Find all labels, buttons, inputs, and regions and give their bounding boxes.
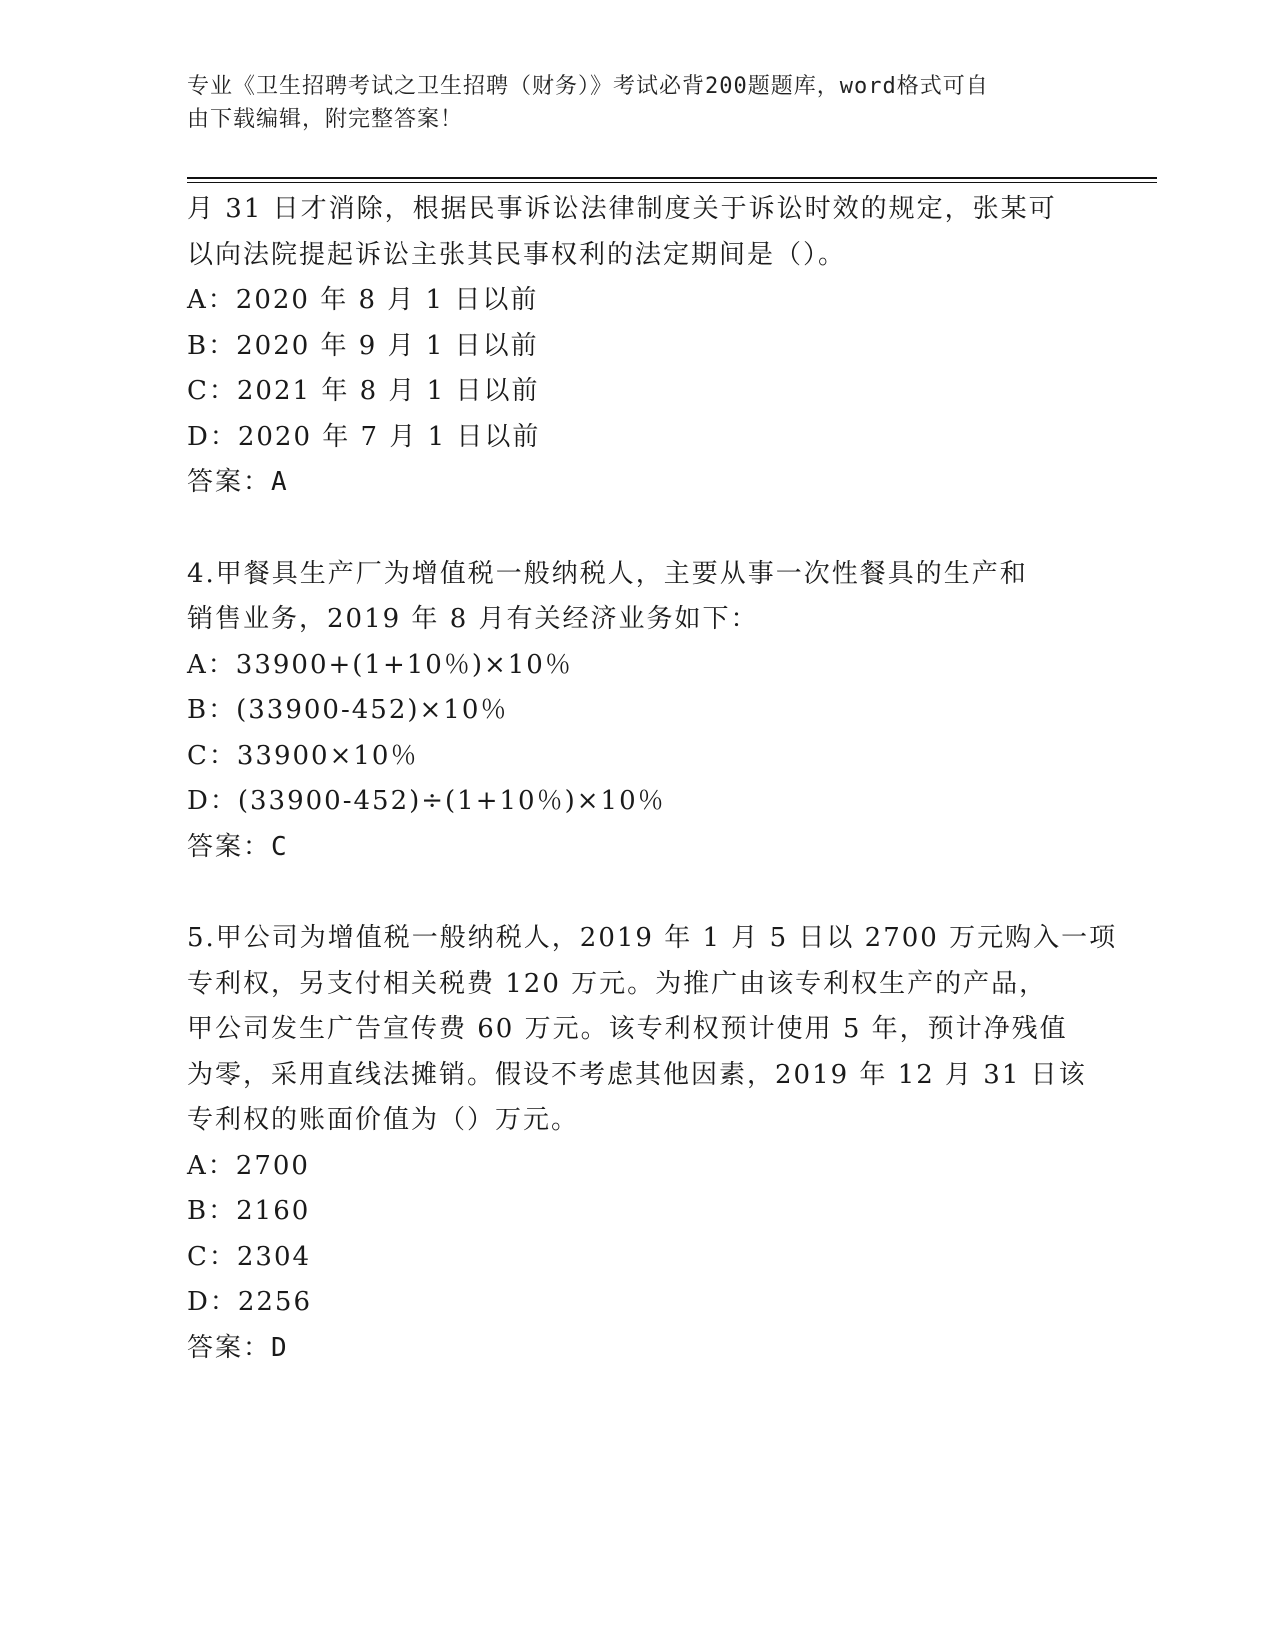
option-b: B：2160 (187, 1196, 311, 1226)
answer-line: 答案：A (187, 467, 289, 497)
option-d: D：2256 (187, 1287, 313, 1317)
answer-line: 答案：D (187, 1332, 289, 1363)
question-text-line: 4.甲餐具生产厂为增值税一般纳税人，主要从事一次性餐具的生产和 (187, 558, 1028, 589)
header-divider-thin (187, 182, 1157, 183)
header-line-2: 由下载编辑，附完整答案！ (187, 107, 464, 132)
option-d: D：(33900-452)÷(1+10％)×10％ (187, 786, 666, 816)
question-spacer (187, 870, 1087, 916)
question-spacer (187, 506, 1087, 552)
option-d: D：2020 年 7 月 1 日以前 (187, 421, 541, 452)
option-c: C：2304 (187, 1241, 312, 1272)
option-a: A：2700 (187, 1150, 310, 1181)
option-c: C：2021 年 8 月 1 日以前 (187, 376, 540, 406)
question-3-continued (187, 187, 1087, 506)
document-header (187, 70, 1087, 136)
option-a: A：2020 年 8 月 1 日以前 (187, 285, 539, 315)
question-5 (187, 916, 1118, 1371)
option-b: B：2020 年 9 月 1 日以前 (187, 330, 539, 361)
option-c: C：33900×10％ (187, 740, 419, 771)
question-text-line: 5.甲公司为增值税一般纳税人，2019 年 1 月 5 日以 2700 万元购入一项 (187, 923, 1118, 953)
question-4 (187, 552, 1087, 871)
question-text-line: 为零，采用直线法摊销。假设不考虑其他因素，2019 年 12 月 31 日该 (187, 1059, 1087, 1090)
question-text-line: 专利权的账面价值为（）万元。 (187, 1105, 580, 1135)
question-text-line: 月 31 日才消除，根据民事诉讼法律制度关于诉讼时效的规定，张某可 (187, 194, 1057, 224)
header-line-1: 专业《卫生招聘考试之卫生招聘（财务）》考试必背200题题库，word格式可自 (187, 74, 989, 99)
question-text-line: 销售业务，2019 年 8 月有关经济业务如下： (187, 604, 759, 634)
document-body (187, 187, 1118, 1371)
header-divider-thick (187, 177, 1157, 179)
question-text-line: 以向法院提起诉讼主张其民事权利的法定期间是（）。 (187, 239, 847, 270)
question-text-line: 专利权，另支付相关税费 120 万元。为推广由该专利权生产的产品， (187, 968, 1048, 999)
question-text-line: 甲公司发生广告宣传费 60 万元。该专利权预计使用 5 年，预计净残值 (187, 1014, 1068, 1044)
option-b: B：(33900-452)×10％ (187, 695, 509, 725)
option-a: A：33900+(1+10％)×10％ (187, 649, 573, 680)
answer-line: 答案：C (187, 831, 289, 862)
